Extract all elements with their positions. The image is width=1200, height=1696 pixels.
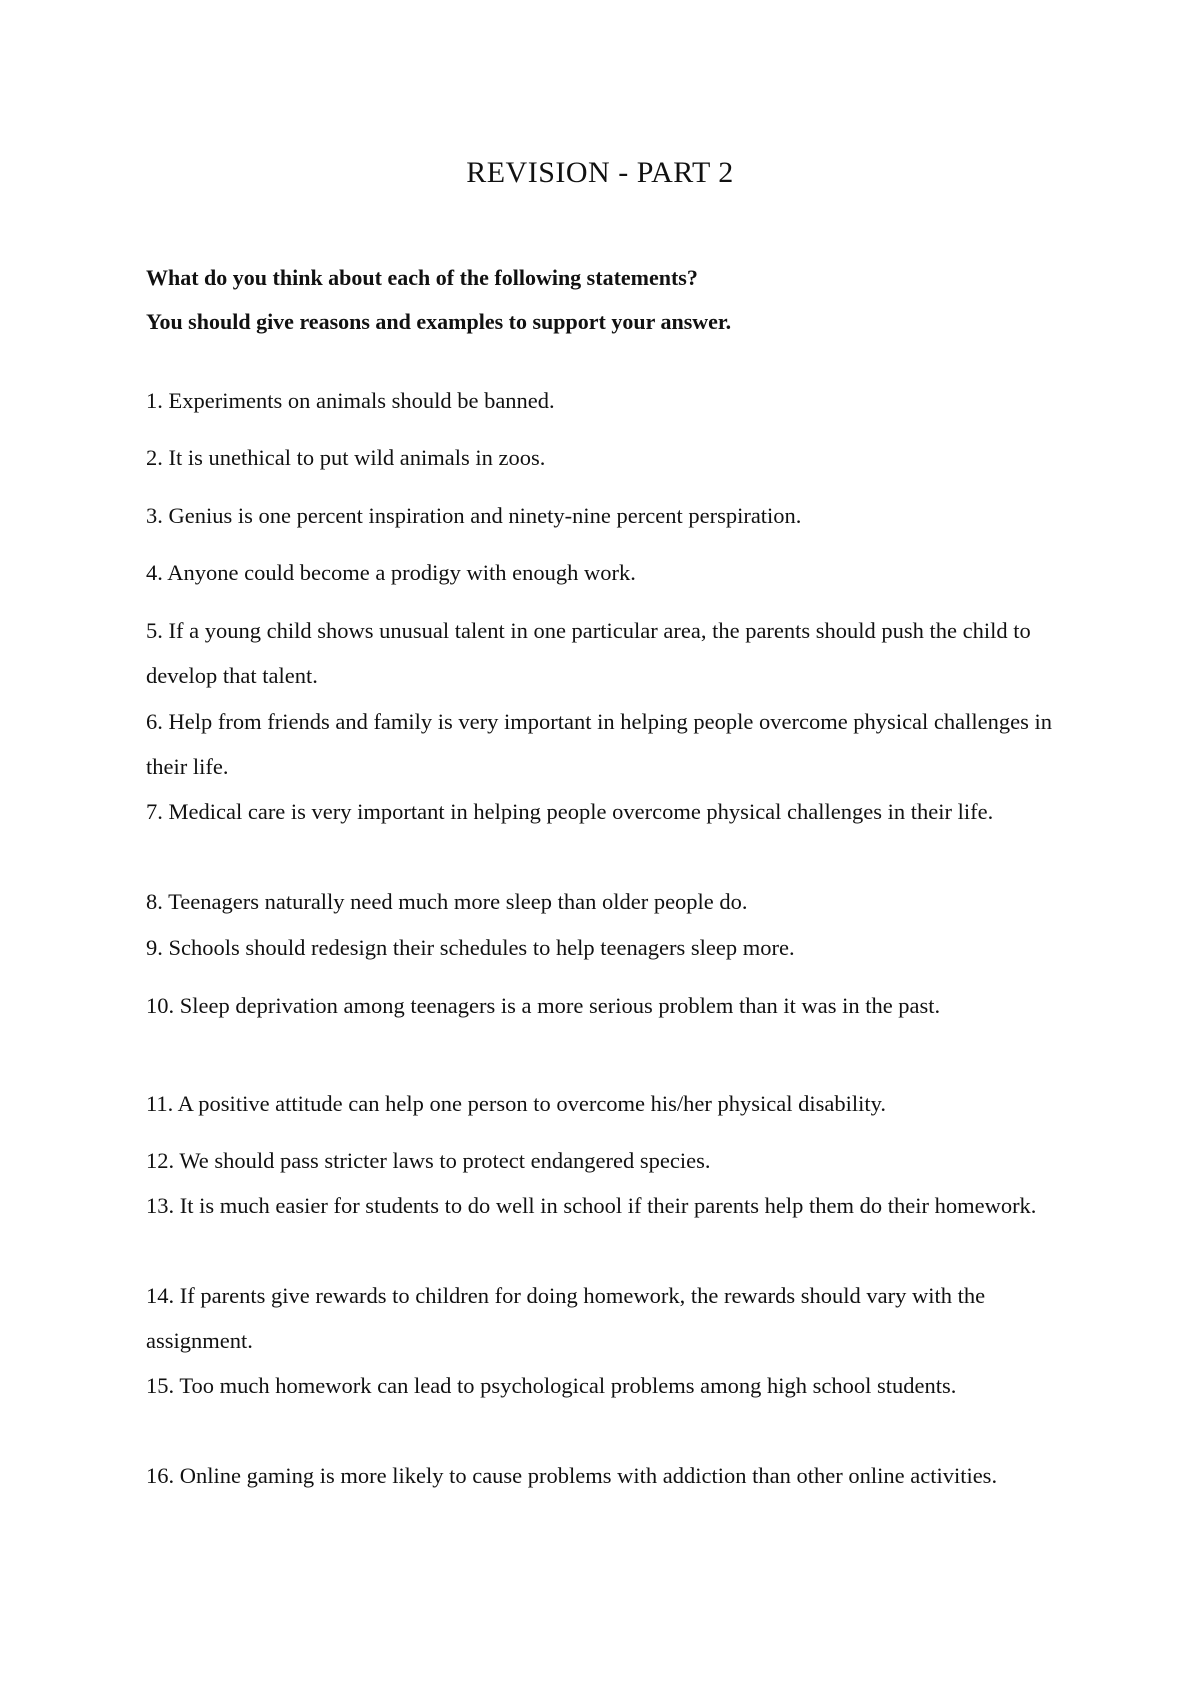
statement-10: 10. Sleep deprivation among teenagers is a more serious problem than it was in the past. [146, 993, 941, 1018]
statement-3: 3. Genius is one percent inspiration and ninety-nine percent perspiration. [146, 503, 802, 528]
statement-16: 16. Online gaming is more likely to cause problems with addiction than other online activities. [146, 1463, 998, 1488]
statement-13: 13. It is much easier for students to do well in school if their parents help them do their homework. [146, 1193, 1037, 1218]
instruction-line: What do you think about each of the following statements? [146, 265, 698, 290]
statement-2: 2. It is unethical to put wild animals in zoos. [146, 445, 546, 470]
page-title: REVISION - PART 2 [466, 156, 734, 189]
statement-7: 7. Medical care is very important in helping people overcome physical challenges in their life. [146, 799, 994, 824]
instructions [146, 256, 1086, 344]
statement-8: 8. Teenagers naturally need much more sleep than older people do. [146, 889, 748, 914]
statement-6: 6. Help from friends and family is very important in helping people overcome physical challenges in their life. [146, 709, 1052, 779]
statement-1: 1. Experiments on animals should be banned. [146, 388, 555, 413]
statement-4: 4. Anyone could become a prodigy with enough work. [146, 560, 636, 585]
instruction-line: You should give reasons and examples to support your answer. [146, 309, 732, 334]
statement-12: 12. We should pass stricter laws to protect endangered species. [146, 1148, 711, 1173]
statement-9: 9. Schools should redesign their schedules to help teenagers sleep more. [146, 935, 795, 960]
statement-14: 14. If parents give rewards to children for doing homework, the rewards should vary with the assignment. [146, 1283, 986, 1353]
statement-11: 11. A positive attitude can help one person to overcome his/her physical disability. [146, 1091, 887, 1116]
statement-15: 15. Too much homework can lead to psychological problems among high school students. [146, 1373, 957, 1398]
statement-5: 5. If a young child shows unusual talent in one particular area, the parents should push the child to develop that talent. [146, 618, 1031, 688]
